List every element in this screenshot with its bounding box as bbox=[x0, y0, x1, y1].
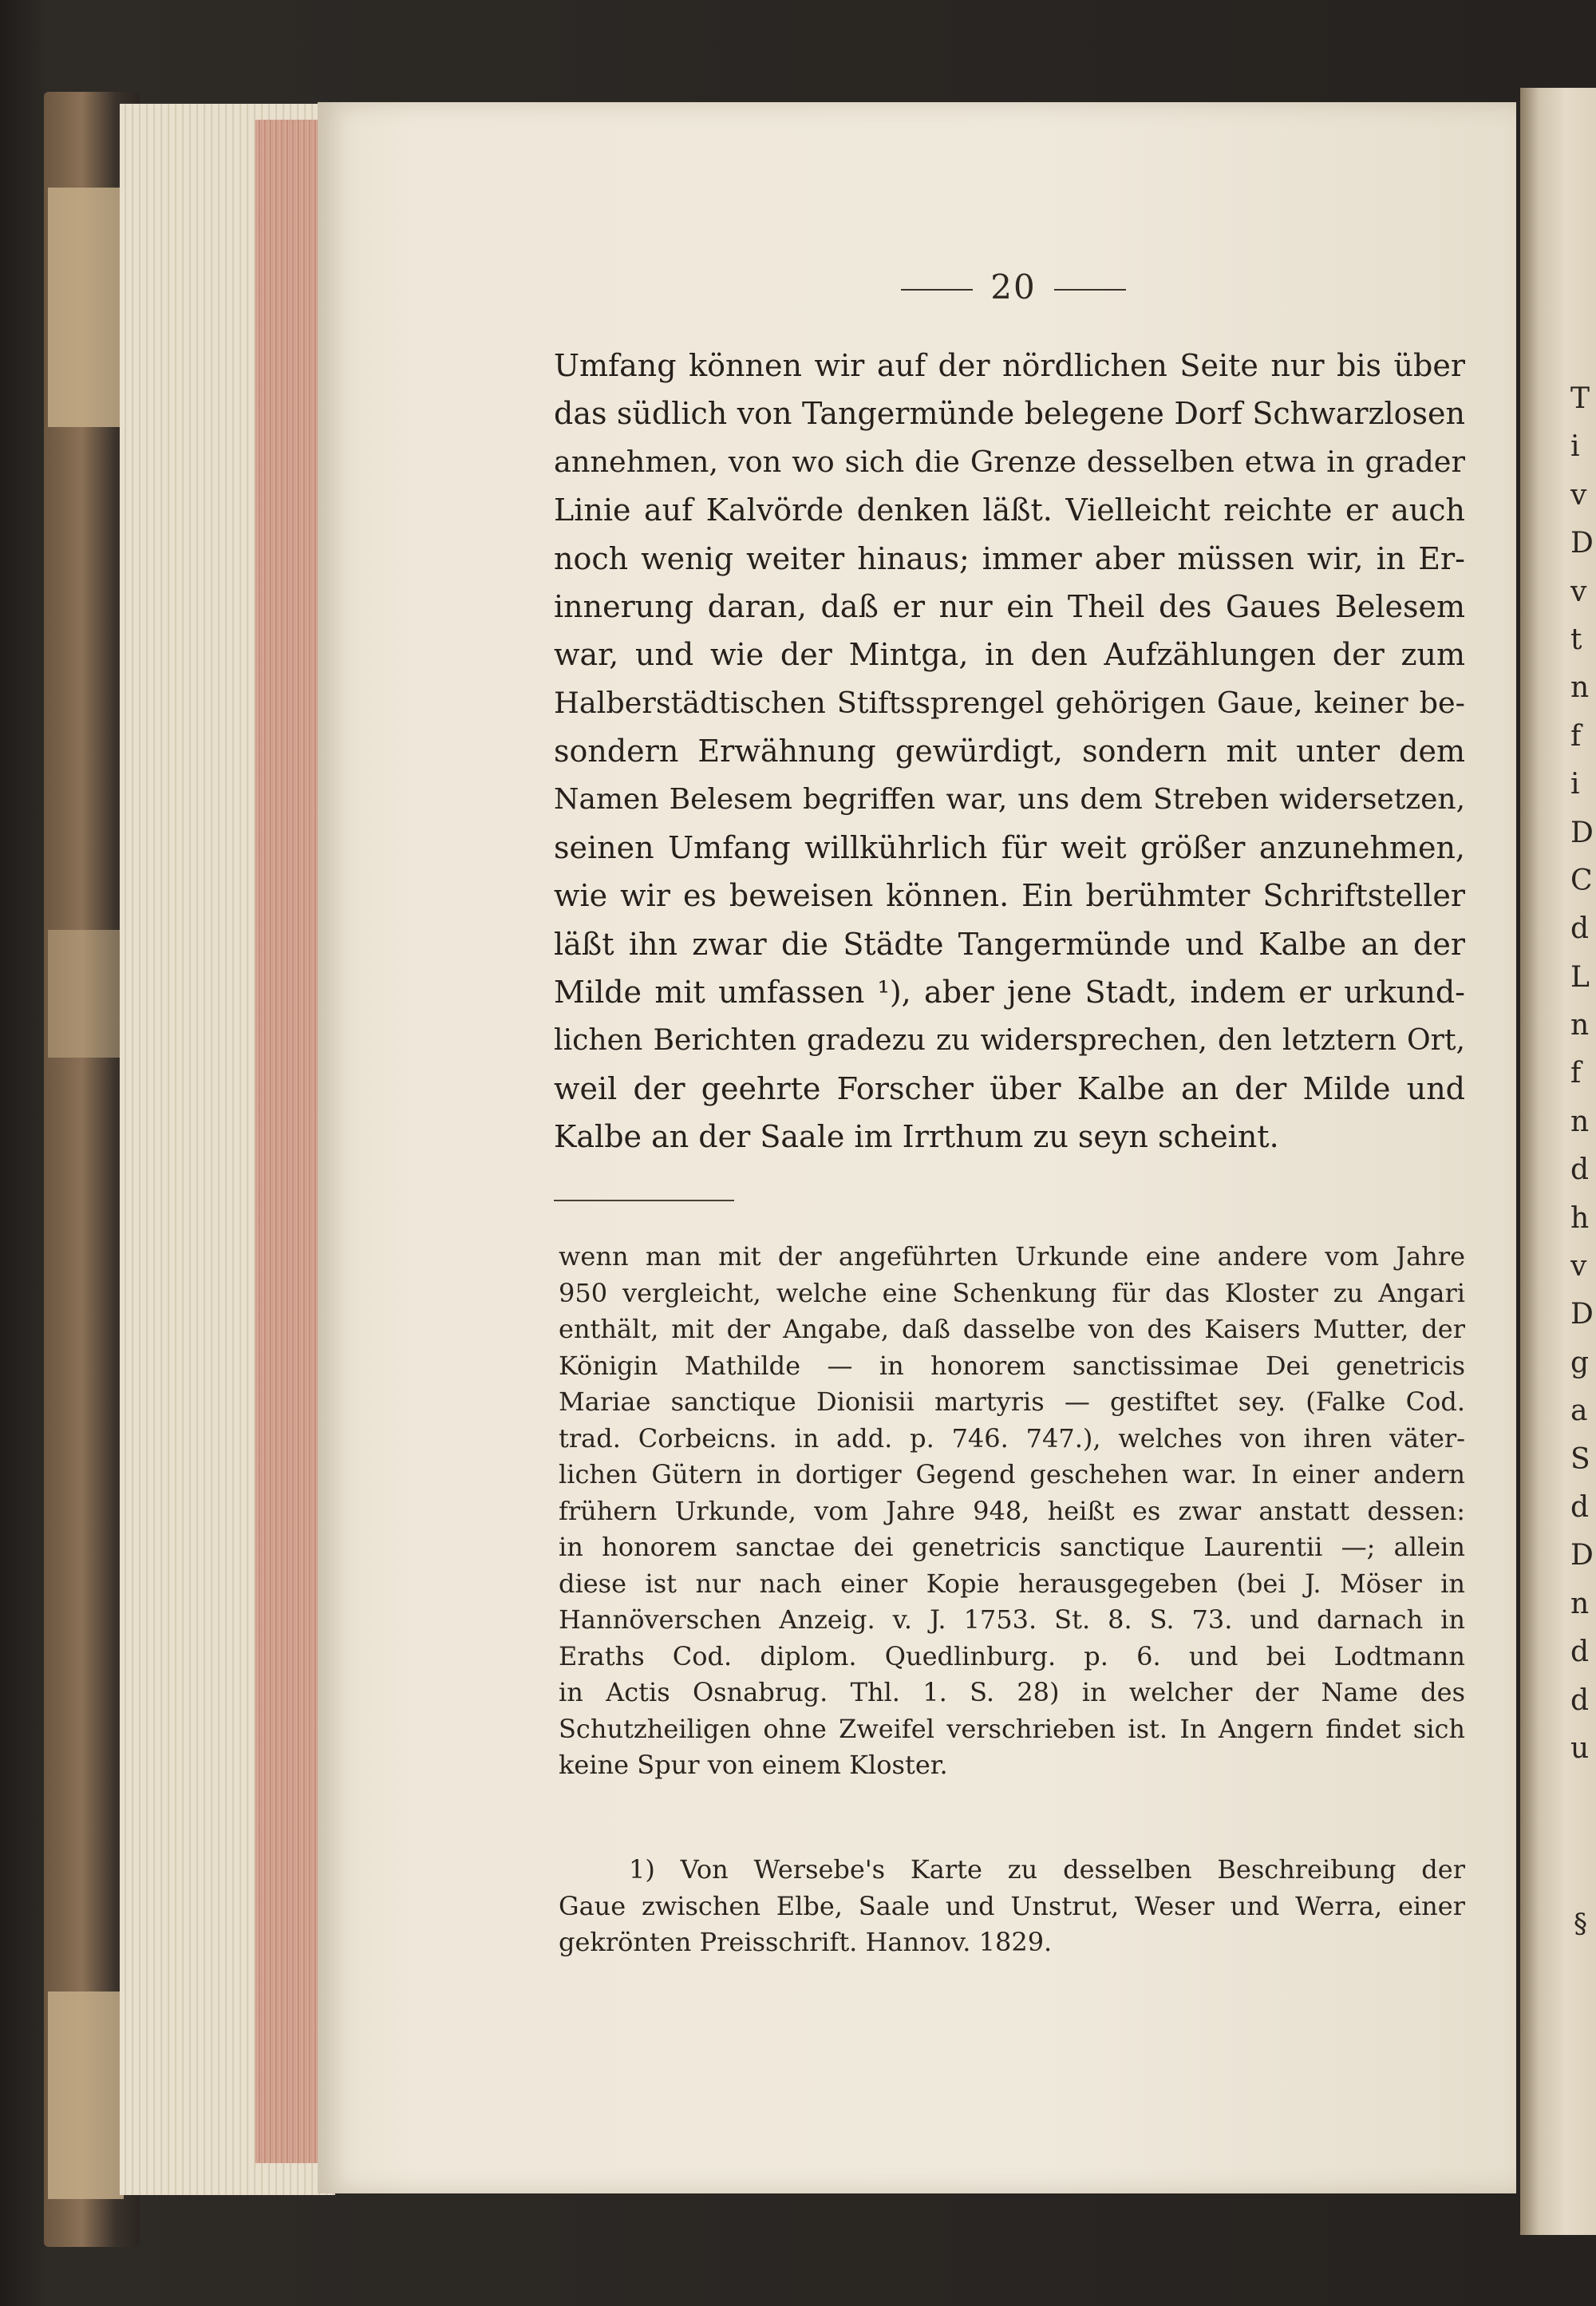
footnote-text-line: frühern Urkunde, vom Jahre 948, heißt es zwar anstatt dessen: bbox=[559, 1495, 1465, 1526]
body-text-line: wie wir es beweisen können. Ein berühmter Schriftsteller bbox=[554, 878, 1465, 914]
page-number: 20 bbox=[990, 267, 1037, 307]
footnote-text-line: diese ist nur nach einer Kopie herausgegeben (bei J. Möser in bbox=[559, 1568, 1465, 1599]
footnote-text-line: Mariae sanctique Dionisii martyris — gestiftet sey. (Falke Cod. bbox=[559, 1386, 1465, 1417]
facing-page-letter: d bbox=[1570, 1153, 1590, 1187]
body-text-line: annehmen, von wo sich die Grenze desselben etwa in grader bbox=[554, 444, 1465, 479]
footnote-text-line: Schutzheiligen ohne Zweifel verschrieben ist. In Angern findet sich bbox=[559, 1713, 1465, 1744]
red-page-edges bbox=[255, 120, 327, 2163]
facing-page-letter: n bbox=[1570, 671, 1590, 705]
body-text-line: lichen Berichten gradezu zu widersprechen, den letztern Ort, bbox=[554, 1022, 1465, 1058]
footnote-1-line: Gaue zwischen Elbe, Saale und Unstrut, Weser und Werra, einer bbox=[559, 1890, 1465, 1921]
facing-page-letter: i bbox=[1570, 430, 1580, 464]
facing-page-letter: a bbox=[1570, 1394, 1588, 1428]
footnote-text-line: keine Spur von einem Kloster. bbox=[559, 1750, 948, 1780]
facing-page-letter: n bbox=[1570, 1009, 1590, 1042]
body-text-line: innerung daran, daß er nur ein Theil des Gaues Belesem bbox=[554, 588, 1465, 624]
facing-page-letter: v bbox=[1570, 1250, 1587, 1284]
facing-page-letter: D bbox=[1570, 816, 1594, 849]
facing-page-text-column bbox=[1570, 375, 1596, 1773]
body-text-line: Namen Belesem begriffen war, uns dem Streben widersetzen, bbox=[554, 782, 1465, 816]
facing-page-letter: d bbox=[1570, 1636, 1590, 1669]
facing-page-letter: D bbox=[1570, 1298, 1594, 1331]
facing-page-letter: n bbox=[1570, 1587, 1590, 1620]
footnote-1-line: gekrönten Preisschrift. Hannov. 1829. bbox=[559, 1927, 1053, 1957]
body-text-line: Halberstädtischen Stiftssprengel gehörigen Gaue, keiner be- bbox=[554, 685, 1465, 720]
footnote-1-block bbox=[559, 1852, 1465, 1961]
facing-page-letter: L bbox=[1570, 960, 1590, 994]
worn-paper-patch bbox=[48, 188, 124, 427]
running-head bbox=[830, 267, 1197, 307]
facing-page-letter: d bbox=[1570, 1683, 1590, 1717]
facing-page-letter: C bbox=[1570, 864, 1593, 897]
header-rule-right bbox=[1054, 289, 1126, 291]
footnote-text-line: in honorem sanctae dei genetricis sanctique Laurentii —; allein bbox=[559, 1532, 1465, 1562]
continued-footnote-block bbox=[559, 1239, 1465, 1784]
facing-page-letter: f bbox=[1570, 719, 1582, 753]
facing-page-letter: f bbox=[1570, 1057, 1582, 1090]
body-text-line: Milde mit umfassen ¹), aber jene Stadt, indem er urkund- bbox=[554, 975, 1465, 1011]
body-text-line: sondern Erwähnung gewürdigt, sondern mit unter dem bbox=[554, 734, 1465, 769]
footnote-text-line: Hannöverschen Anzeig. v. J. 1753. St. 8. S. 73. und darnach in bbox=[559, 1604, 1465, 1635]
footnote-separator-rule bbox=[554, 1200, 734, 1201]
facing-page-letter: i bbox=[1570, 768, 1580, 801]
facing-page-letter: v bbox=[1570, 575, 1587, 608]
main-text-block bbox=[554, 342, 1465, 1161]
footnote-text-line: 950 vergleicht, welche eine Schenkung für das Kloster zu Angari bbox=[559, 1277, 1465, 1308]
facing-page-letter: D bbox=[1570, 1539, 1594, 1572]
facing-page-letter: h bbox=[1570, 1201, 1590, 1235]
facing-page-letter: n bbox=[1570, 1105, 1590, 1138]
footnote-text-line: Eraths Cod. diplom. Quedlinburg. p. 6. und bei Lodtmann bbox=[559, 1640, 1465, 1671]
body-text-line: Umfang können wir auf der nördlichen Seite nur bis über bbox=[554, 348, 1465, 383]
body-text-line: Kalbe an der Saale im Irrthum zu seyn scheint. bbox=[554, 1119, 1279, 1155]
facing-page-letter: d bbox=[1570, 1490, 1590, 1524]
footnote-text-line: wenn man mit der angeführten Urkunde eine andere vom Jahre bbox=[559, 1241, 1465, 1272]
facing-page-letter: T bbox=[1570, 382, 1590, 415]
worn-paper-patch bbox=[48, 1992, 124, 2199]
footnote-text-line: trad. Corbeicns. in add. p. 746. 747.), welches von ihren väter- bbox=[559, 1422, 1465, 1454]
body-text-line: Linie auf Kalvörde denken läßt. Vielleicht reichte er auch bbox=[554, 492, 1465, 528]
facing-page-letter: v bbox=[1570, 478, 1587, 512]
footnote-text-line: lichen Gütern in dortiger Gegend geschehen war. In einer andern bbox=[559, 1459, 1465, 1489]
body-text-line: das südlich von Tangermünde belegene Dorf Schwarzlosen bbox=[554, 396, 1465, 432]
facing-page-letter: S bbox=[1570, 1442, 1590, 1476]
facing-page-letter: D bbox=[1570, 527, 1594, 560]
footnote-text-line: enthält, mit der Angabe, daß dasselbe von des Kaisers Mutter, der bbox=[559, 1314, 1465, 1344]
facing-page-letter: u bbox=[1570, 1731, 1590, 1765]
footnote-text-line: Königin Mathilde — in honorem sanctissimae Dei genetricis bbox=[559, 1350, 1465, 1381]
body-text-line: weil der geehrte Forscher über Kalbe an der Milde und bbox=[554, 1070, 1465, 1106]
footnote-1-line: 1) Von Wersebe's Karte zu desselben Beschreibung der bbox=[629, 1854, 1465, 1885]
facing-page-letter: t bbox=[1570, 623, 1582, 656]
body-text-line: noch wenig weiter hinaus; immer aber müssen wir, in Er- bbox=[554, 540, 1465, 576]
body-text-line: seinen Umfang willkührlich für weit größer anzunehmen, bbox=[554, 829, 1465, 865]
facing-page-letter: d bbox=[1570, 912, 1590, 946]
worn-paper-patch bbox=[48, 930, 124, 1058]
body-text-line: läßt ihn zwar die Städte Tangermünde und Kalbe an der bbox=[554, 926, 1465, 962]
facing-page-letter: g bbox=[1570, 1346, 1590, 1379]
header-rule-left bbox=[901, 289, 973, 291]
footnote-text-line: in Actis Osnabrug. Thl. 1. S. 28) in welcher der Name des bbox=[559, 1677, 1465, 1707]
facing-page-section-mark: § bbox=[1574, 1908, 1587, 1940]
body-text-line: war, und wie der Mintga, in den Aufzählungen der zum bbox=[554, 637, 1465, 673]
